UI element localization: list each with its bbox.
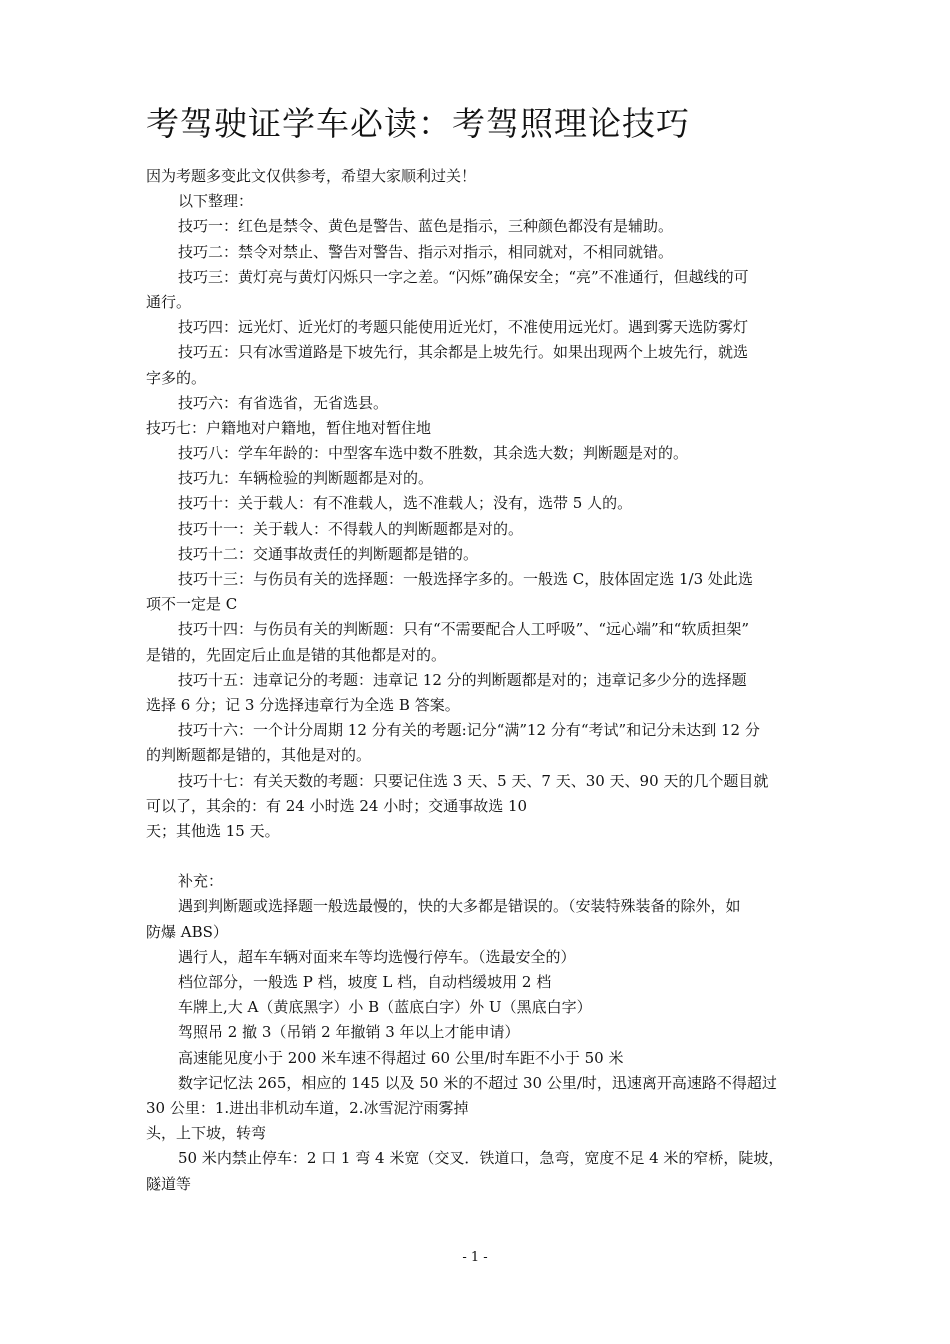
tip-16-cont: 的判断题都是错的，其他是对的。 [146,746,372,765]
document-body [146,164,810,1197]
tip-16: 技巧十六：一个计分周期 12 分有关的考题:记分“满”12 分有“考试”和记分未达到 12 分 [178,721,760,740]
supplement-label: 补充： [178,872,224,891]
tip-5-cont: 字多的。 [146,368,207,387]
tip-10: 技巧十：关于载人：有不准载人，选不准载人；没有，选带 5 人的。 [178,494,633,513]
supplement-5: 驾照吊 2 撤 3（吊销 2 年撤销 3 年以上才能申请） [178,1023,520,1042]
tip-8: 技巧八：学车年龄的：中型客车选中数不胜数，其余选大数；判断题是对的。 [178,444,689,463]
tip-15-cont: 选择 6 分；记 3 分选择违章行为全选 B 答案。 [146,695,460,714]
tip-13: 技巧十三：与伤员有关的选择题：一般选择字多的。一般选 C，肢体固定选 1/3 处此选 [178,570,753,588]
tip-17: 技巧十七：有关天数的考题：只要记住选 3 天、5 天、7 天、30 天、90 天的几个题目就 [178,771,769,790]
tip-3: 技巧三：黄灯亮与黄灯闪烁只一字之差。“闪烁”确保安全；“亮”不准通行，但越线的可 [178,267,749,286]
supplement-8: 50 米内禁止停车：2 口 1 弯 4 米宽（交叉．铁道口，急弯，宽度不足 4 米的窄桥，陡坡， [178,1149,784,1168]
tip-6: 技巧六：有省选省，无省选县。 [178,393,389,412]
tip-9: 技巧九：车辆检验的判断题都是对的。 [178,469,434,488]
summary-label: 以下整理： [178,192,254,211]
tip-13-cont: 项不一定是 C [146,595,238,614]
supplement-1-cont: 防爆 ABS） [146,922,228,941]
blank-line [146,844,810,869]
supplement-1: 遇到判断题或选择题一般选最慢的，快的大多都是错误的。（安装特殊装备的除外，如 [178,897,741,916]
supplement-7: 数字记忆法 265，相应的 145 以及 50 米的不超过 30 公里/时，迅速离开高速路不得超过 [178,1073,777,1092]
tip-14: 技巧十四：与伤员有关的判断题：只有“不需要配合人工呼吸”、“远心端”和“软质担架” [178,620,750,639]
supplement-3: 档位部分，一般选 P 档，坡度 L 档，自动档缓坡用 2 档 [178,973,552,991]
intro-line: 因为考题多变此文仅供参考，希望大家顺利过关！ [146,167,477,185]
supplement-2: 遇行人，超车车辆对面来车等均选慢行停车。（选最安全的） [178,947,576,966]
tip-7: 技巧七：户籍地对户籍地，暂住地对暂住地 [146,418,432,437]
supplement-7-cont-2: 头，上下坡，转弯 [146,1124,267,1143]
supplement-7-cont: 30 公里：1.进出非机动车道，2.冰雪泥泞雨雾掉 [146,1098,469,1117]
tip-15: 技巧十五：违章记分的考题：违章记 12 分的判断题都是对的；违章记多少分的选择题 [178,670,747,689]
tip-1: 技巧一：红色是禁令、黄色是警告、蓝色是指示，三种颜色都没有是辅助。 [178,217,674,236]
tip-11: 技巧十一：关于载人：不得载人的判断题都是对的。 [178,519,524,538]
supplement-6: 高速能见度小于 200 米车速不得超过 60 公里/时车距不小于 50 米 [178,1048,624,1067]
tip-14-cont: 是错的，先固定后止血是错的其他都是对的。 [146,645,447,664]
page-number: - 1 - [462,1250,488,1265]
tip-12: 技巧十二：交通事故责任的判断题都是错的。 [178,544,479,563]
tip-3-cont: 通行。 [146,292,192,311]
tip-5: 技巧五：只有冰雪道路是下坡先行，其余都是上坡先行。如果出现两个上坡先行，就选 [178,343,749,362]
tip-4: 技巧四：远光灯、近光灯的考题只能使用近光灯，不准使用远光灯。遇到雾天选防雾灯 [178,318,749,337]
tip-17-cont: 可以了，其余的：有 24 小时选 24 小时；交通事故选 10 [146,796,528,815]
tip-17-cont-2: 天；其他选 15 天。 [146,821,280,840]
supplement-8-cont: 隧道等 [146,1174,192,1193]
tip-2: 技巧二：禁令对禁止、警告对警告、指示对指示，相同就对，不相同就错。 [178,242,674,261]
document-title: 考驾驶证学车必读：考驾照理论技巧 [146,104,690,143]
supplement-4: 车牌上,大 A（黄底黑字）小 B（蓝底白字）外 U（黑底白字） [178,998,592,1017]
